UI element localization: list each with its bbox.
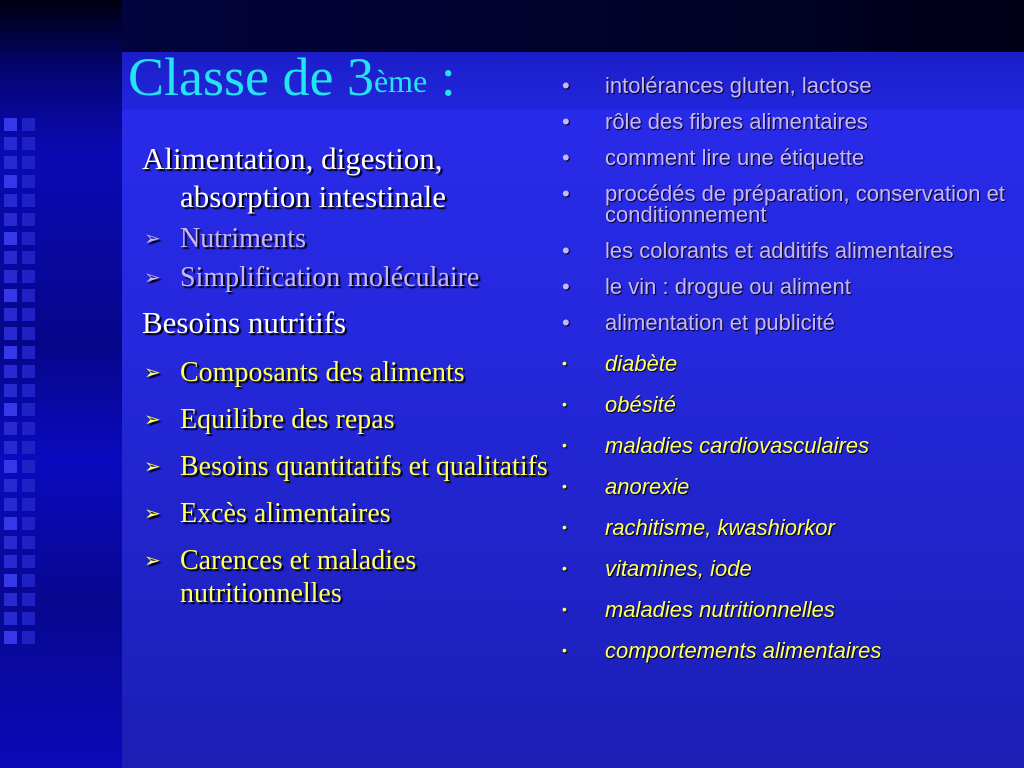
decorative-square	[4, 346, 17, 359]
topic-item	[562, 476, 1012, 497]
decorative-square	[4, 175, 17, 188]
sub-item-label: Besoins quantitatifs et qualitatifs	[180, 451, 548, 482]
title-superscript: ème	[373, 63, 428, 99]
dot-bullet-icon: •	[562, 238, 570, 263]
decorative-square	[22, 422, 35, 435]
decorative-square	[22, 213, 35, 226]
dot-bullet-icon: •	[562, 519, 567, 535]
topic-item	[562, 435, 1012, 456]
decorative-square	[4, 422, 17, 435]
topic-item	[562, 240, 1012, 261]
lilac-topic-list	[562, 75, 1012, 333]
decorative-square	[22, 384, 35, 397]
decorative-square	[4, 118, 17, 131]
decorative-square	[4, 365, 17, 378]
decorative-square	[4, 327, 17, 340]
decorative-square	[22, 251, 35, 264]
topic-item	[562, 183, 1012, 225]
topic-label: diabète	[605, 351, 678, 376]
sub-item	[142, 403, 552, 436]
decorative-square	[22, 460, 35, 473]
left-decorative-band	[0, 0, 122, 768]
decorative-square	[22, 631, 35, 644]
dot-bullet-icon: •	[562, 274, 570, 299]
yellow-topic-list	[562, 353, 1012, 661]
decorative-square	[22, 346, 35, 359]
arrow-bullet-icon: ➢	[144, 548, 161, 572]
decorative-square	[4, 156, 17, 169]
topic-label: maladies nutritionnelles	[605, 597, 835, 622]
topic-label: intolérances gluten, lactose	[605, 73, 872, 98]
decorative-square	[4, 441, 17, 454]
decorative-square	[22, 270, 35, 283]
title-suffix: :	[427, 47, 456, 107]
decorative-square	[4, 270, 17, 283]
topic-item	[562, 640, 1012, 661]
decorative-square	[22, 479, 35, 492]
arrow-bullet-icon: ➢	[144, 501, 161, 525]
decorative-square	[22, 327, 35, 340]
dot-bullet-icon: •	[562, 109, 570, 134]
topic-item	[562, 111, 1012, 132]
topic-label: alimentation et publicité	[605, 310, 835, 335]
decorative-square	[22, 612, 35, 625]
sub-item-label: Equilibre des repas	[180, 404, 395, 435]
topic-label: les colorants et additifs alimentaires	[605, 238, 954, 263]
topic-label: procédés de préparation, conservation et conditionnement	[605, 181, 1005, 227]
decorative-square	[4, 137, 17, 150]
decorative-square	[4, 612, 17, 625]
sub-item-label: Composants des aliments	[180, 357, 465, 388]
arrow-bullet-icon: ➢	[144, 226, 161, 250]
sub-item	[142, 222, 552, 255]
arrow-bullet-icon: ➢	[144, 454, 161, 478]
decorative-square	[4, 460, 17, 473]
right-column	[562, 60, 1012, 661]
sub-item-label: Nutriments	[180, 223, 306, 254]
decorative-square	[22, 175, 35, 188]
dot-bullet-icon: •	[562, 73, 570, 98]
topic-label: le vin : drogue ou aliment	[605, 274, 851, 299]
decorative-square	[22, 536, 35, 549]
decorative-square	[22, 574, 35, 587]
arrow-bullet-icon: ➢	[144, 265, 161, 289]
dot-bullet-icon: •	[562, 396, 567, 412]
decorative-square	[22, 593, 35, 606]
dot-bullet-icon: •	[562, 145, 570, 170]
decorative-square	[22, 308, 35, 321]
heading-besoins: Besoins nutritifs	[142, 305, 347, 340]
sub-item	[142, 261, 552, 294]
topic-label: obésité	[605, 392, 676, 417]
title-text: Classe de 3	[128, 47, 374, 107]
sub-item-label: Excès alimentaires	[180, 498, 391, 529]
decorative-square	[22, 403, 35, 416]
decorative-square	[22, 441, 35, 454]
decorative-square	[22, 365, 35, 378]
decorative-square	[4, 194, 17, 207]
sub-item	[142, 544, 552, 610]
left-column	[142, 140, 552, 610]
decorative-square	[4, 289, 17, 302]
decorative-square	[4, 213, 17, 226]
decorative-square	[22, 194, 35, 207]
topic-label: vitamines, iode	[605, 556, 752, 581]
topic-item	[562, 517, 1012, 538]
decorative-square	[4, 631, 17, 644]
topic-label: rachitisme, kwashiorkor	[605, 515, 835, 540]
dot-bullet-icon: •	[562, 310, 570, 335]
dot-bullet-icon: •	[562, 478, 567, 494]
decorative-square	[22, 517, 35, 530]
decorative-square	[22, 498, 35, 511]
topic-item	[562, 394, 1012, 415]
topic-label: maladies cardiovasculaires	[605, 433, 870, 458]
decorative-square	[22, 232, 35, 245]
dot-bullet-icon: •	[562, 181, 570, 206]
decorative-square	[4, 536, 17, 549]
topic-item	[562, 75, 1012, 96]
topic-item	[562, 276, 1012, 297]
topic-label: comportements alimentaires	[605, 638, 882, 663]
dot-bullet-icon: •	[562, 355, 567, 371]
decorative-square	[4, 251, 17, 264]
decorative-square	[4, 593, 17, 606]
topic-item	[562, 147, 1012, 168]
topic-item	[562, 558, 1012, 579]
decorative-square	[4, 403, 17, 416]
decorative-square	[4, 498, 17, 511]
topic-label: rôle des fibres alimentaires	[605, 109, 868, 134]
topic-item	[562, 312, 1012, 333]
arrow-bullet-icon: ➢	[144, 360, 161, 384]
sub-item-label: Simplification moléculaire	[180, 262, 480, 293]
dot-bullet-icon: •	[562, 437, 567, 453]
decorative-square	[4, 479, 17, 492]
decorative-square	[4, 232, 17, 245]
sub-item	[142, 450, 552, 483]
decorative-square	[22, 137, 35, 150]
sub-item	[142, 356, 552, 389]
decorative-square	[4, 384, 17, 397]
decorative-square	[4, 517, 17, 530]
decorative-square	[22, 555, 35, 568]
decorative-square	[22, 118, 35, 131]
arrow-bullet-icon: ➢	[144, 407, 161, 431]
sub-list-1	[142, 222, 552, 294]
dot-bullet-icon: •	[562, 601, 567, 617]
decorative-square	[4, 555, 17, 568]
slide-title	[128, 46, 456, 108]
topic-item	[562, 353, 1012, 374]
sub-list-2	[142, 356, 552, 610]
sub-item-label: Carences et maladies nutritionnelles	[180, 545, 417, 609]
decorative-square	[4, 308, 17, 321]
sub-item	[142, 497, 552, 530]
topic-item	[562, 599, 1012, 620]
topic-label: comment lire une étiquette	[605, 145, 865, 170]
dot-bullet-icon: •	[562, 560, 567, 576]
dot-bullet-icon: •	[562, 642, 567, 658]
decorative-square	[4, 574, 17, 587]
topic-label: anorexie	[605, 474, 690, 499]
decorative-square	[22, 289, 35, 302]
decorative-square	[22, 156, 35, 169]
heading-alimentation: Alimentation, digestion, absorption intestinale	[142, 141, 447, 214]
top-dark-band	[122, 0, 1024, 52]
